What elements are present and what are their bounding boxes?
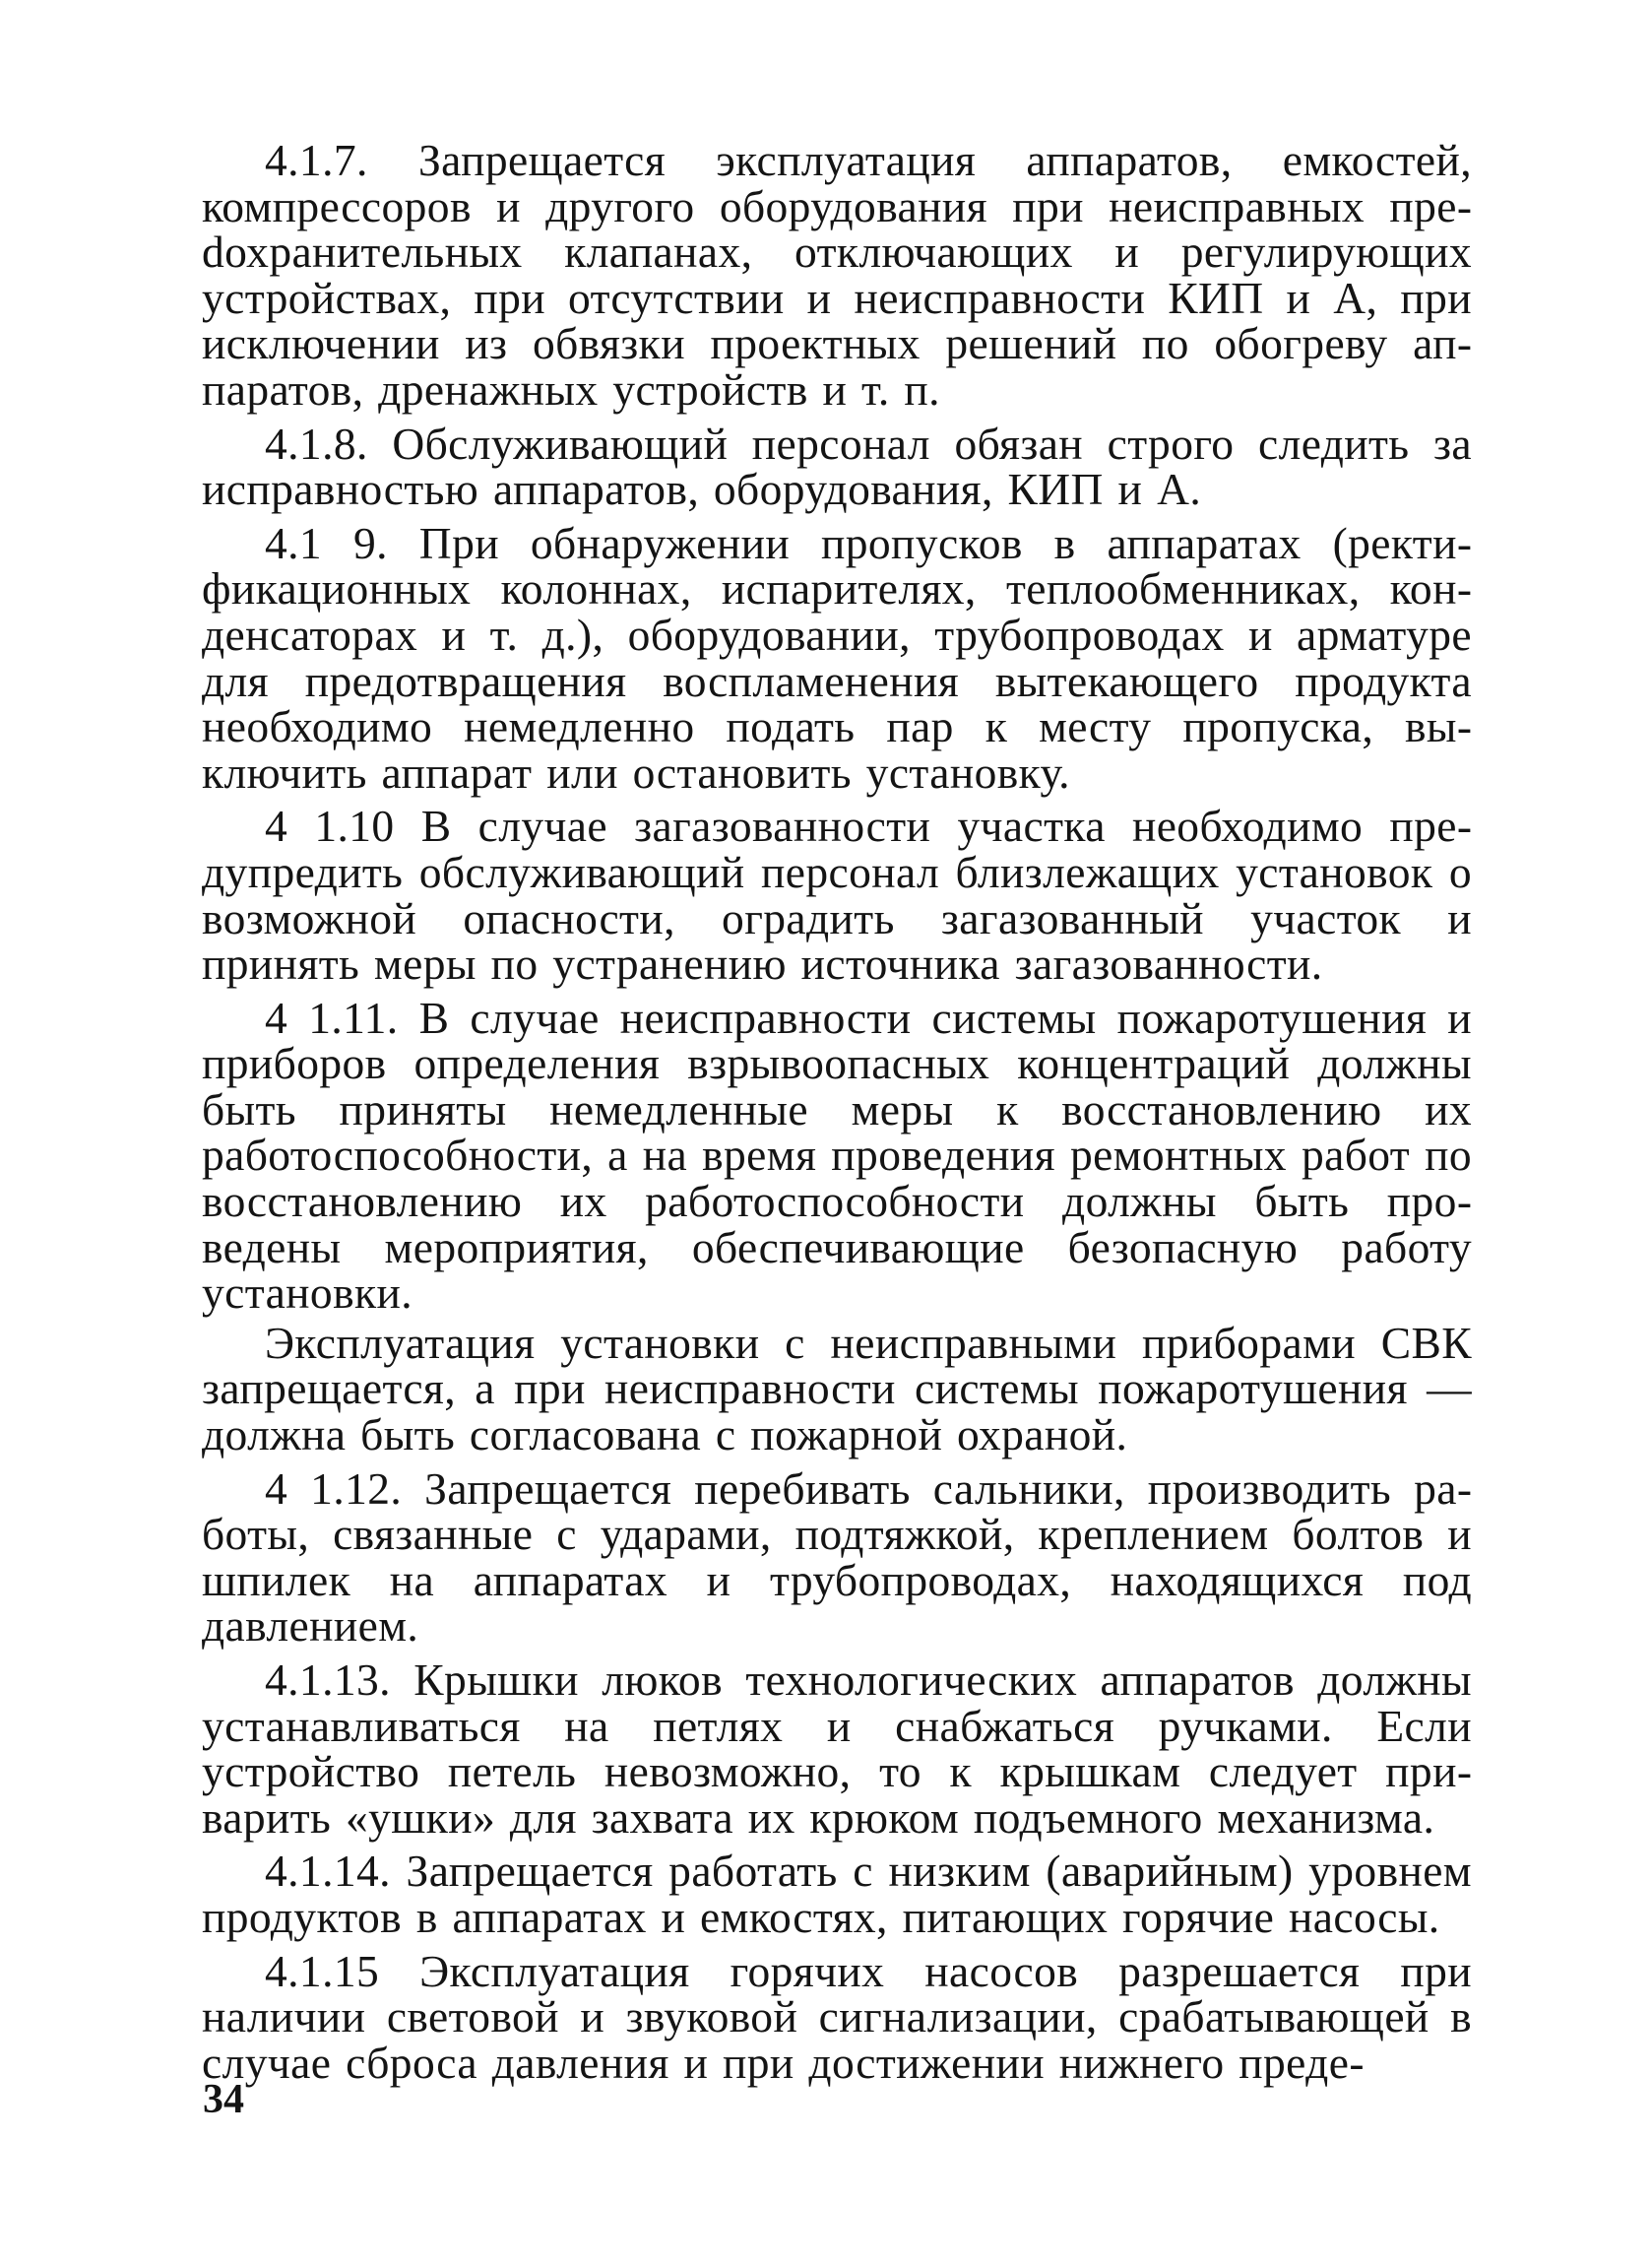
paragraph-4-1-10: 4 1.10 В случае загазованности участка необходимо предупредить обслуживающий персонал близлежащих установок о возможной опасности, оградить загазованный участок и принять меры по устранению источника загазованности. xyxy=(202,801,1472,990)
paragraph-4-1-11: 4 1.11. В случае неисправности системы пожаротушения и приборов определения взрывоопасных концентраций должны быть приняты немедленные меры к восстановлению их работоспособности, а на время проведения ремонтных работ по восстановлению их работоспособности должны быть проведены мероприятия, обеспечивающие безопасную работу установки. xyxy=(202,992,1472,1319)
paragraph-4-1-8: 4.1.8. Обслуживающий персонал обязан строго следить за исправностью аппаратов, оборудования, КИП и А. xyxy=(202,418,1472,515)
paragraph-4-1-13: 4.1.13. Крышки люков технологических аппаратов должны устанавливаться на петлях и снабжаться ручками. Если устройство петель невозможно, то к крышкам следует приварить «ушки» для захвата их крюком подъемного механизма. xyxy=(202,1654,1472,1843)
page-number: 34 xyxy=(203,2077,244,2122)
paragraph-4-1-7: 4.1.7. Запрещается эксплуатация аппаратов, емкостей, компрессоров и другого оборудования при неисправных преdохранительных клапанах, отключающих и регулирующих устройствах, при отсутствии и неисправности КИП и А, при исключении из обвязки проектных решений по обогреву аппаратов, дренажных устройств и т. п. xyxy=(202,135,1472,415)
paragraph-4-1-14: 4.1.14. Запрещается работать с низким (аварийным) уровнем продуктов в аппаратах и емкостях, питающих горячие насосы. xyxy=(202,1846,1472,1942)
paragraph-4-1-12: 4 1.12. Запрещается перебивать сальники, производить работы, связанные с ударами, подтяжкой, креплением болтов и шпилек на аппаратах и трубопроводах, находящихся под давлением. xyxy=(202,1462,1472,1652)
paragraph-4-1-9: 4.1 9. При обнаружении пропусков в аппаратах (ректификационных колоннах, испарителях, теплообменниках, конденсаторах и т. д.), оборудовании, трубопроводах и арматуре для предотвращения воспламенения вытекающего продукта необходимо немедленно подать пар к месту пропуска, выключить аппарат или остановить установку. xyxy=(202,517,1472,798)
paragraph-svk-operation: Эксплуатация установки с неисправными приборами СВК запрещается, а при неисправности системы пожаротушения — должна быть согласована с пожарной охраной. xyxy=(202,1317,1472,1460)
document-body xyxy=(202,135,1472,2094)
paragraph-4-1-15: 4.1.15 Эксплуатация горячих насосов разрешается при наличии световой и звуковой сигнализации, срабатывающей в случае сброса давления и при достижении нижнего преде- xyxy=(202,1945,1472,2088)
